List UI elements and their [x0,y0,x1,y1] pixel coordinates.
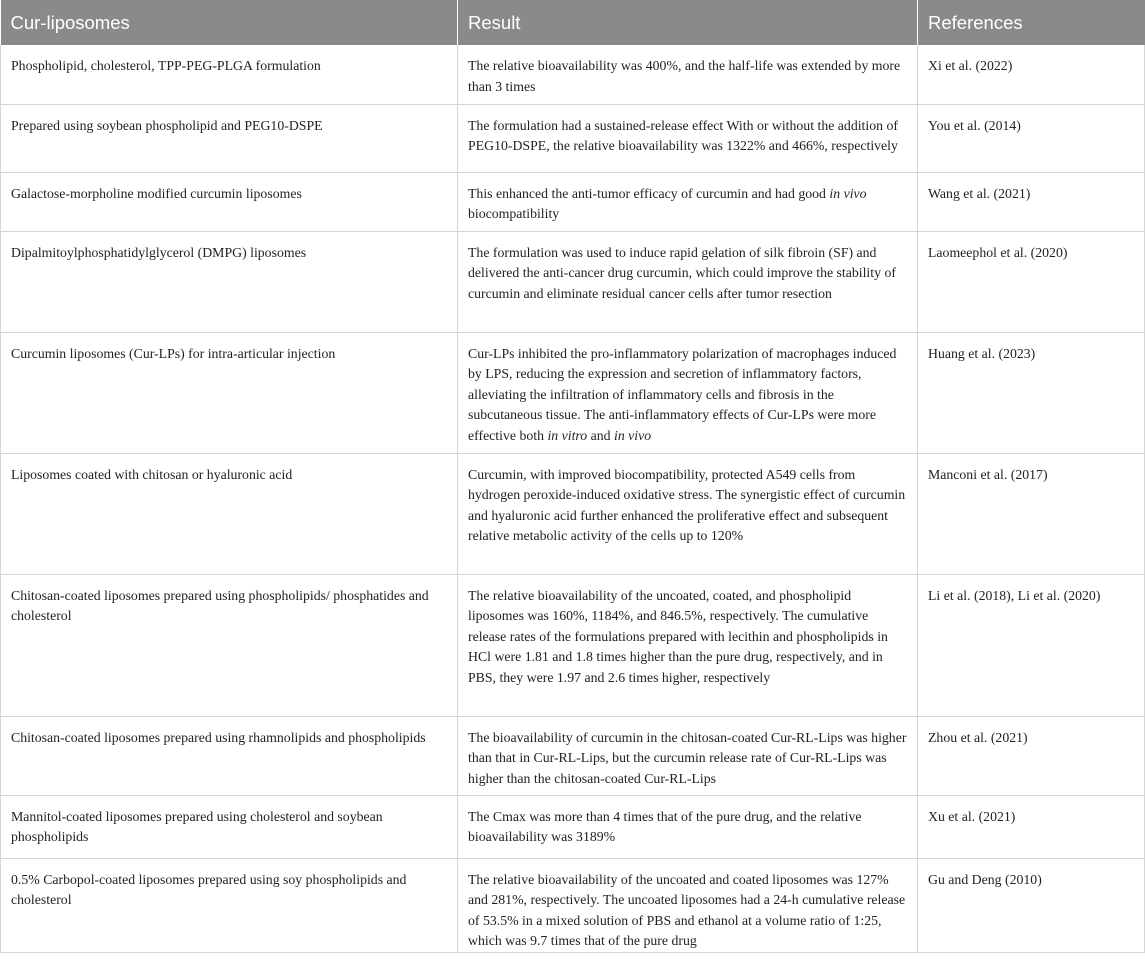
result-italic-term: in vivo [614,427,652,443]
reference-cell: Zhou et al. (2021) [918,716,1145,795]
formulation-cell: Dipalmitoylphosphatidylglycerol (DMPG) liposomes [1,231,458,332]
result-text: The Cmax was more than 4 times that of the pure drug, and the relative bioavailability was 3189% [468,808,862,844]
header-row [1,0,1145,45]
result-cell [458,795,918,858]
result-text: The relative bioavailability of the uncoated and coated liposomes was 127% and 281%, respectively. The uncoated liposomes had a 24-h cumulative release of 53.5% in a mixed solution of PBS and ethanol at a volume ratio of 1:25, which was 9.7 times that of the pure drug [468,871,906,948]
result-text: The formulation had a sustained-release effect With or without the addition of PEG10-DSPE, the relative bioavailability was 1322% and 466%, respectively [468,117,898,153]
result-cell [458,104,918,172]
table-row [1,574,1145,716]
result-text: The formulation was used to induce rapid gelation of silk fibroin (SF) and delivered the anti-cancer drug curcumin, which could improve the stability of curcumin and eliminate residual cancer cells after tumor resection [468,244,896,301]
formulation-cell: Galactose-morpholine modified curcumin liposomes [1,172,458,231]
result-cell [458,453,918,574]
formulation-cell: Liposomes coated with chitosan or hyaluronic acid [1,453,458,574]
table-row [1,332,1145,453]
formulation-cell: Mannitol-coated liposomes prepared using cholesterol and soybean phospholipids [1,795,458,858]
table-body [1,45,1145,952]
result-cell [458,716,918,795]
header-references: References [918,0,1145,45]
result-text: The relative bioavailability of the uncoated, coated, and phospholipid liposomes was 160%, 1184%, and 846.5%, respectively. The cumulative release rates of the formulations prepared with lecithin and phospholipids in HCl were 1.81 and 1.8 times higher than the pure drug, respectively, and in PBS, they were 1.97 and 2.6 times higher, respectively [468,587,888,685]
reference-cell: Wang et al. (2021) [918,172,1145,231]
reference-cell: Huang et al. (2023) [918,332,1145,453]
result-cell [458,332,918,453]
result-text: and [587,427,614,443]
result-cell [458,858,918,952]
result-italic-term: in vitro [547,427,588,443]
table-row [1,172,1145,231]
table-row [1,795,1145,858]
table-row [1,858,1145,952]
result-italic-term: in vivo [829,185,867,201]
header-result: Result [458,0,918,45]
result-cell [458,231,918,332]
formulation-cell: Phospholipid, cholesterol, TPP-PEG-PLGA formulation [1,45,458,104]
formulation-cell: Chitosan-coated liposomes prepared using phospholipids/ phosphatides and cholesterol [1,574,458,716]
formulation-cell: Prepared using soybean phospholipid and PEG10-DSPE [1,104,458,172]
reference-cell: You et al. (2014) [918,104,1145,172]
result-cell [458,45,918,104]
reference-cell: Xu et al. (2021) [918,795,1145,858]
reference-cell: Laomeephol et al. (2020) [918,231,1145,332]
result-cell [458,172,918,231]
formulation-cell: 0.5% Carbopol-coated liposomes prepared using soy phospholipids and cholesterol [1,858,458,952]
table-row [1,45,1145,104]
result-text: This enhanced the anti-tumor efficacy of curcumin and had good [468,185,830,201]
result-text: Cur-LPs inhibited the pro-inflammatory polarization of macrophages induced by LPS, reducing the expression and secretion of inflammatory factors, alleviating the infiltration of inflammatory cells and fibrosis in the subcutaneous tissue. The anti-inflammatory effects of Cur-LPs were more effective both [468,345,897,443]
formulation-cell: Curcumin liposomes (Cur-LPs) for intra-articular injection [1,332,458,453]
table-row [1,231,1145,332]
result-text: Curcumin, with improved biocompatibility, protected A549 cells from hydrogen peroxide-induced oxidative stress. The synergistic effect of curcumin and hyaluronic acid further enhanced the proliferative effect and subsequent relative metabolic activity of the cells up to 120% [468,466,906,543]
result-text: The relative bioavailability was 400%, and the half-life was extended by more than 3 times [468,58,901,94]
table-row [1,104,1145,172]
result-text: biocompatibility [468,206,560,221]
result-text: The bioavailability of curcumin in the chitosan-coated Cur-RL-Lips was higher than that in Cur-RL-Lips, but the curcumin release rate of Cur-RL-Lips was higher than the chitosan-coated Cur-RL-Lips [468,729,907,786]
table-row [1,716,1145,795]
reference-cell: Manconi et al. (2017) [918,453,1145,574]
result-cell [458,574,918,716]
header-formulation: Cur-liposomes [1,0,458,45]
reference-cell: Xi et al. (2022) [918,45,1145,104]
table-row [1,453,1145,574]
formulation-cell: Chitosan-coated liposomes prepared using rhamnolipids and phospholipids [1,716,458,795]
reference-cell: Li et al. (2018), Li et al. (2020) [918,574,1145,716]
reference-cell: Gu and Deng (2010) [918,858,1145,952]
